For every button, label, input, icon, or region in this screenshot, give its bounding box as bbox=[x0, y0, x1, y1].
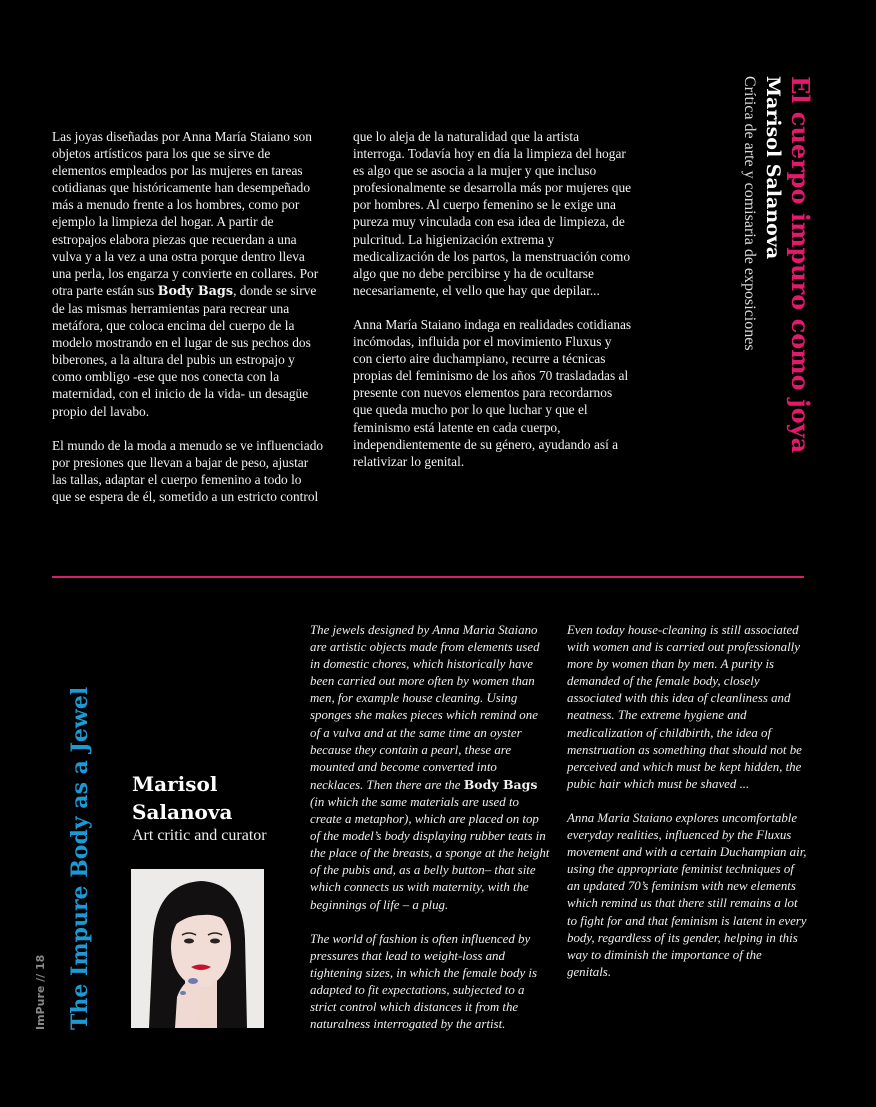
author-role: Art critic and curator bbox=[132, 827, 267, 844]
body-bags-emphasis: Body Bags bbox=[463, 776, 538, 792]
english-paragraph bbox=[310, 622, 550, 914]
text-run: (in which the same materials are used to create a metaphor), which are placed on top of the model’s body displaying rubber teats in the place of the breasts, a sponge at the height of the pubis and, as a belly button– that site which connects us with maternity, with the beginnings of life – a plug. bbox=[310, 794, 550, 912]
english-column-2 bbox=[567, 622, 807, 998]
spanish-paragraph: El mundo de la moda a menudo se ve influenciado por presiones que llevan a bajar de peso, ajustar las tallas, adaptar el cuerpo femenino a todo lo que se espera de él, sometido a un estricto control bbox=[52, 437, 324, 504]
spanish-title-block bbox=[725, 76, 815, 496]
english-paragraph: The world of fashion is often influenced by pressures that lead to weight-loss and tightening sizes, in which the female body is adapted to fit expectations, subjected to a strict control which distances it from the naturalness interrogated by the artist. bbox=[310, 931, 537, 1032]
english-column-1 bbox=[310, 622, 550, 1050]
portrait-illustration bbox=[131, 869, 264, 1028]
spanish-title: El cuerpo impuro como joya bbox=[786, 76, 815, 454]
spanish-paragraph: que lo aleja de la naturalidad que la artista interroga. Todavía hoy en día la limpieza del hogar es algo que se asocia a la mujer y que incluso profesionalmente se desarrolla más por mujeres que por hombres. Al cuerpo femenino se le exige una pureza muy vinculada con esa idea de limpieza, de pulcritud. La higienización extrema y medicalización de los partos, la menstruación como algo que no debe percibirse y ha de ocultarse necesariamente, el vello que hay que depilar... bbox=[353, 129, 632, 298]
author-photo bbox=[131, 869, 264, 1028]
text-run: The jewels designed by Anna Maria Staiano are artistic objects made from elements used in domestic chores, which historically have been carried out more often by women than men, for example house cleaning. Using sponges she makes pieces which remind one of a vulva and at the same time an oyster because they contain a pearl, these are mounted and become converted into necklaces. Then there are the bbox=[310, 623, 540, 792]
spanish-role: Crítica de arte y comisaria de exposiciones bbox=[741, 76, 758, 351]
text-run: , donde se sirve de las mismas herramientas para recrear una metáfora, que coloca encima del cuerpo de la modelo mostrando en el lugar de sus pechos dos biberones, a la altura del pubis un estropajo y como ombligo -ese que nos conecta con la maternidad, con el inicio de la vida- un desagüe propio del lavabo. bbox=[52, 282, 317, 419]
spanish-paragraph bbox=[52, 128, 324, 420]
author-block bbox=[132, 770, 302, 846]
section-divider bbox=[52, 576, 804, 578]
body-bags-emphasis: Body Bags bbox=[157, 283, 234, 299]
english-title: The Impure Body as a Jewel bbox=[67, 686, 93, 1030]
author-name-line1: Marisol bbox=[132, 772, 218, 796]
english-paragraph: Even today house-cleaning is still associated with women and is carried out professionally more by women than by men. A purity is demanded of the female body, closely associated with this idea of cleanliness and neatness. The extreme hygiene and medicalization of childbirth, the idea of menstruation as something that should not be perceived and which must be kept hidden, the pubic hair which must be shaved ... bbox=[567, 623, 802, 791]
spanish-author: Marisol Salanova bbox=[762, 76, 784, 260]
english-paragraph: Anna Maria Staiano explores uncomfortable everyday realities, influenced by the Fluxus movement and with a certain Duchampian air, using the appropriate feminist techniques of an updated 70’s feminism with new elements which remind us that there still remains a lot to fight for and that feminism is latent in every body, regardless of its gender, helping in this way to diminish the importance of the genitals. bbox=[567, 810, 807, 979]
author-name-line2: Salanova bbox=[132, 800, 233, 824]
spanish-paragraph: Anna María Staiano indaga en realidades cotidianas incómodas, influida por el movimiento Fluxus y con cierto aire duchampiano, recurre a técnicas propias del feminismo de los años 70 trasladadas al presente con nuevos elementos para recordarnos que queda mucho por lo que luchar y que el feminismo está latente en cada cuerpo, independientemente de su género, ayudando así a relativizar lo genital. bbox=[353, 316, 632, 469]
text-run: Las joyas diseñadas por Anna María Staiano son objetos artísticos para los que se sirve de elementos empleados por las mujeres en tareas cotidianas que históricamente han desempeñado más a menudo frente a los hombres, como por ejemplo la limpieza del hogar. A partir de estropajos elabora piezas que recuerdan a una vulva y a la vez a una ostra porque dentro lleva una perla, los engarza y convierte en collares. Por otra parte están sus bbox=[52, 129, 319, 298]
spanish-column-1 bbox=[52, 128, 324, 522]
spanish-column-2 bbox=[353, 128, 633, 487]
page-folio: ImPure // 18 bbox=[34, 954, 47, 1030]
